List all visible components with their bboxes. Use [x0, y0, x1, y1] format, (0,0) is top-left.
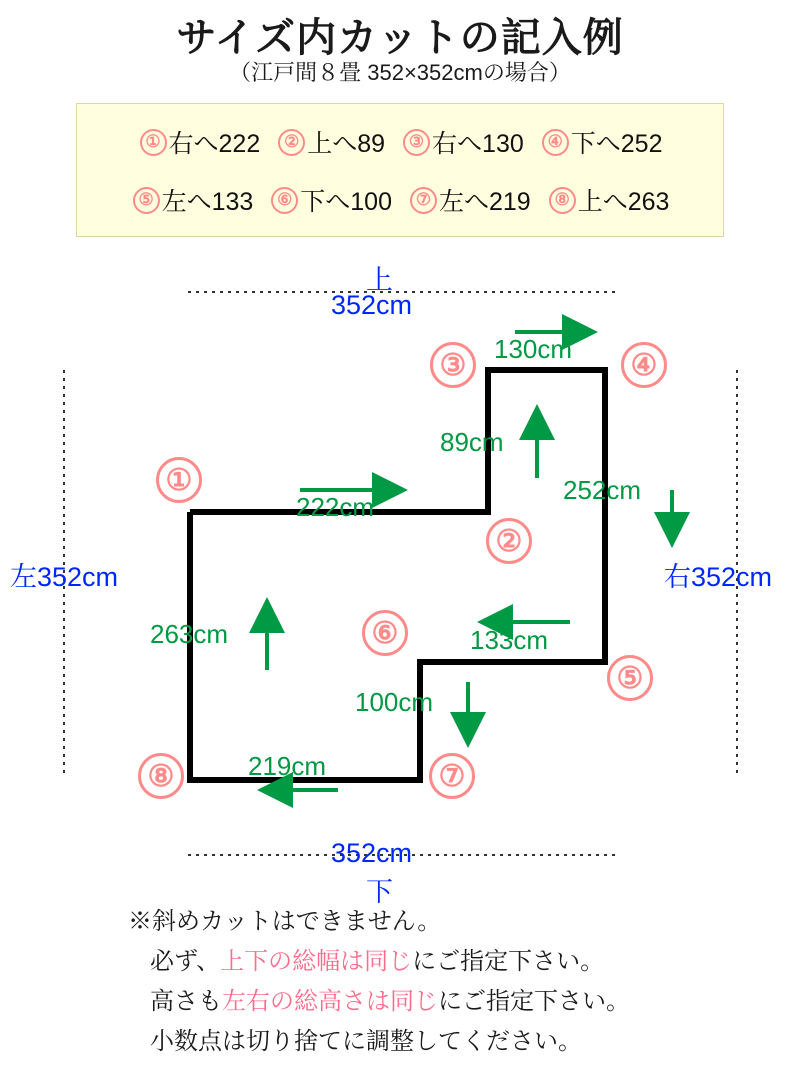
marker-6: ⑥ [362, 610, 408, 656]
list-item [549, 182, 670, 218]
cut-outline-path [190, 370, 605, 780]
edge-label-top-value: 352cm [331, 290, 413, 320]
measure-label-133: 133cm [470, 625, 549, 655]
legend-row [77, 124, 725, 160]
measure-label-219: 219cm [248, 751, 327, 781]
measure-label-222: 222cm [296, 492, 375, 522]
edge-label-top-name: 上 [366, 265, 393, 295]
marker-4: ④ [621, 342, 667, 388]
legend-item-label: 上へ263 [577, 188, 670, 216]
list-item [278, 124, 385, 160]
note-3-pre: 高さも [150, 988, 222, 1015]
legend-item-label: 下へ100 [300, 188, 392, 216]
cut-diagram [0, 250, 800, 910]
note-line-4: 小数点は切り捨てに調整してください。 [150, 1028, 582, 1055]
legend-item-label: 左へ219 [439, 188, 531, 216]
measure-label-130: 130cm [494, 334, 573, 364]
measure-label-100: 100cm [355, 687, 434, 717]
legend-box [76, 103, 724, 237]
page-subtitle: （江戸間８畳 352×352cmの場合） [229, 60, 571, 85]
marker-1: ① [156, 457, 202, 503]
legend-item-label: 右へ222 [168, 130, 261, 158]
edge-label-bottom-value: 352cm [331, 838, 413, 868]
circled-number-icon: ⑥ [271, 187, 298, 214]
circled-number-icon: ③ [403, 129, 430, 156]
circled-number-icon: ⑧ [549, 187, 576, 214]
measure-label-89: 89cm [440, 427, 504, 457]
circled-number-icon: ⑦ [410, 187, 437, 214]
measure-label-252: 252cm [563, 475, 642, 505]
note-line-2 [150, 945, 604, 979]
note-line-1: ※斜めカットはできません。 [128, 908, 442, 935]
legend-item-label: 下へ252 [570, 130, 663, 158]
note-2-pre: 必ず、 [150, 948, 221, 975]
note-2-post: にご指定下さい。 [412, 948, 605, 975]
marker-5: ⑤ [607, 655, 653, 701]
marker-7: ⑦ [429, 753, 475, 799]
page-title: サイズ内カットの記入例 [176, 16, 624, 60]
note-2-emphasis: 上下の総幅は同じ [220, 948, 413, 975]
legend-item-label: 上へ89 [307, 130, 386, 158]
list-item [140, 124, 261, 160]
note-line-3 [150, 985, 630, 1019]
note-3-post: にご指定下さい。 [438, 988, 630, 1015]
legend-row [77, 182, 725, 218]
marker-3: ③ [430, 342, 476, 388]
circled-number-icon: ④ [542, 129, 569, 156]
measure-label-263: 263cm [150, 619, 229, 649]
list-item [133, 182, 254, 218]
list-item [542, 124, 663, 160]
legend-item-label: 右へ130 [432, 130, 524, 158]
edge-label-left: 左352cm [10, 562, 119, 592]
list-item [271, 182, 392, 218]
marker-2: ② [486, 518, 532, 564]
marker-8: ⑧ [138, 753, 184, 799]
list-item [403, 124, 524, 160]
list-item [410, 182, 531, 218]
edge-label-bottom-name: 下 [366, 877, 393, 907]
note-3-emphasis: 左右の総高さは同じ [222, 988, 438, 1015]
circled-number-icon: ⑤ [133, 187, 160, 214]
circled-number-icon: ② [278, 129, 305, 156]
circled-number-icon: ① [140, 129, 167, 156]
edge-label-right: 右352cm [664, 562, 773, 592]
legend-item-label: 左へ133 [161, 188, 254, 216]
